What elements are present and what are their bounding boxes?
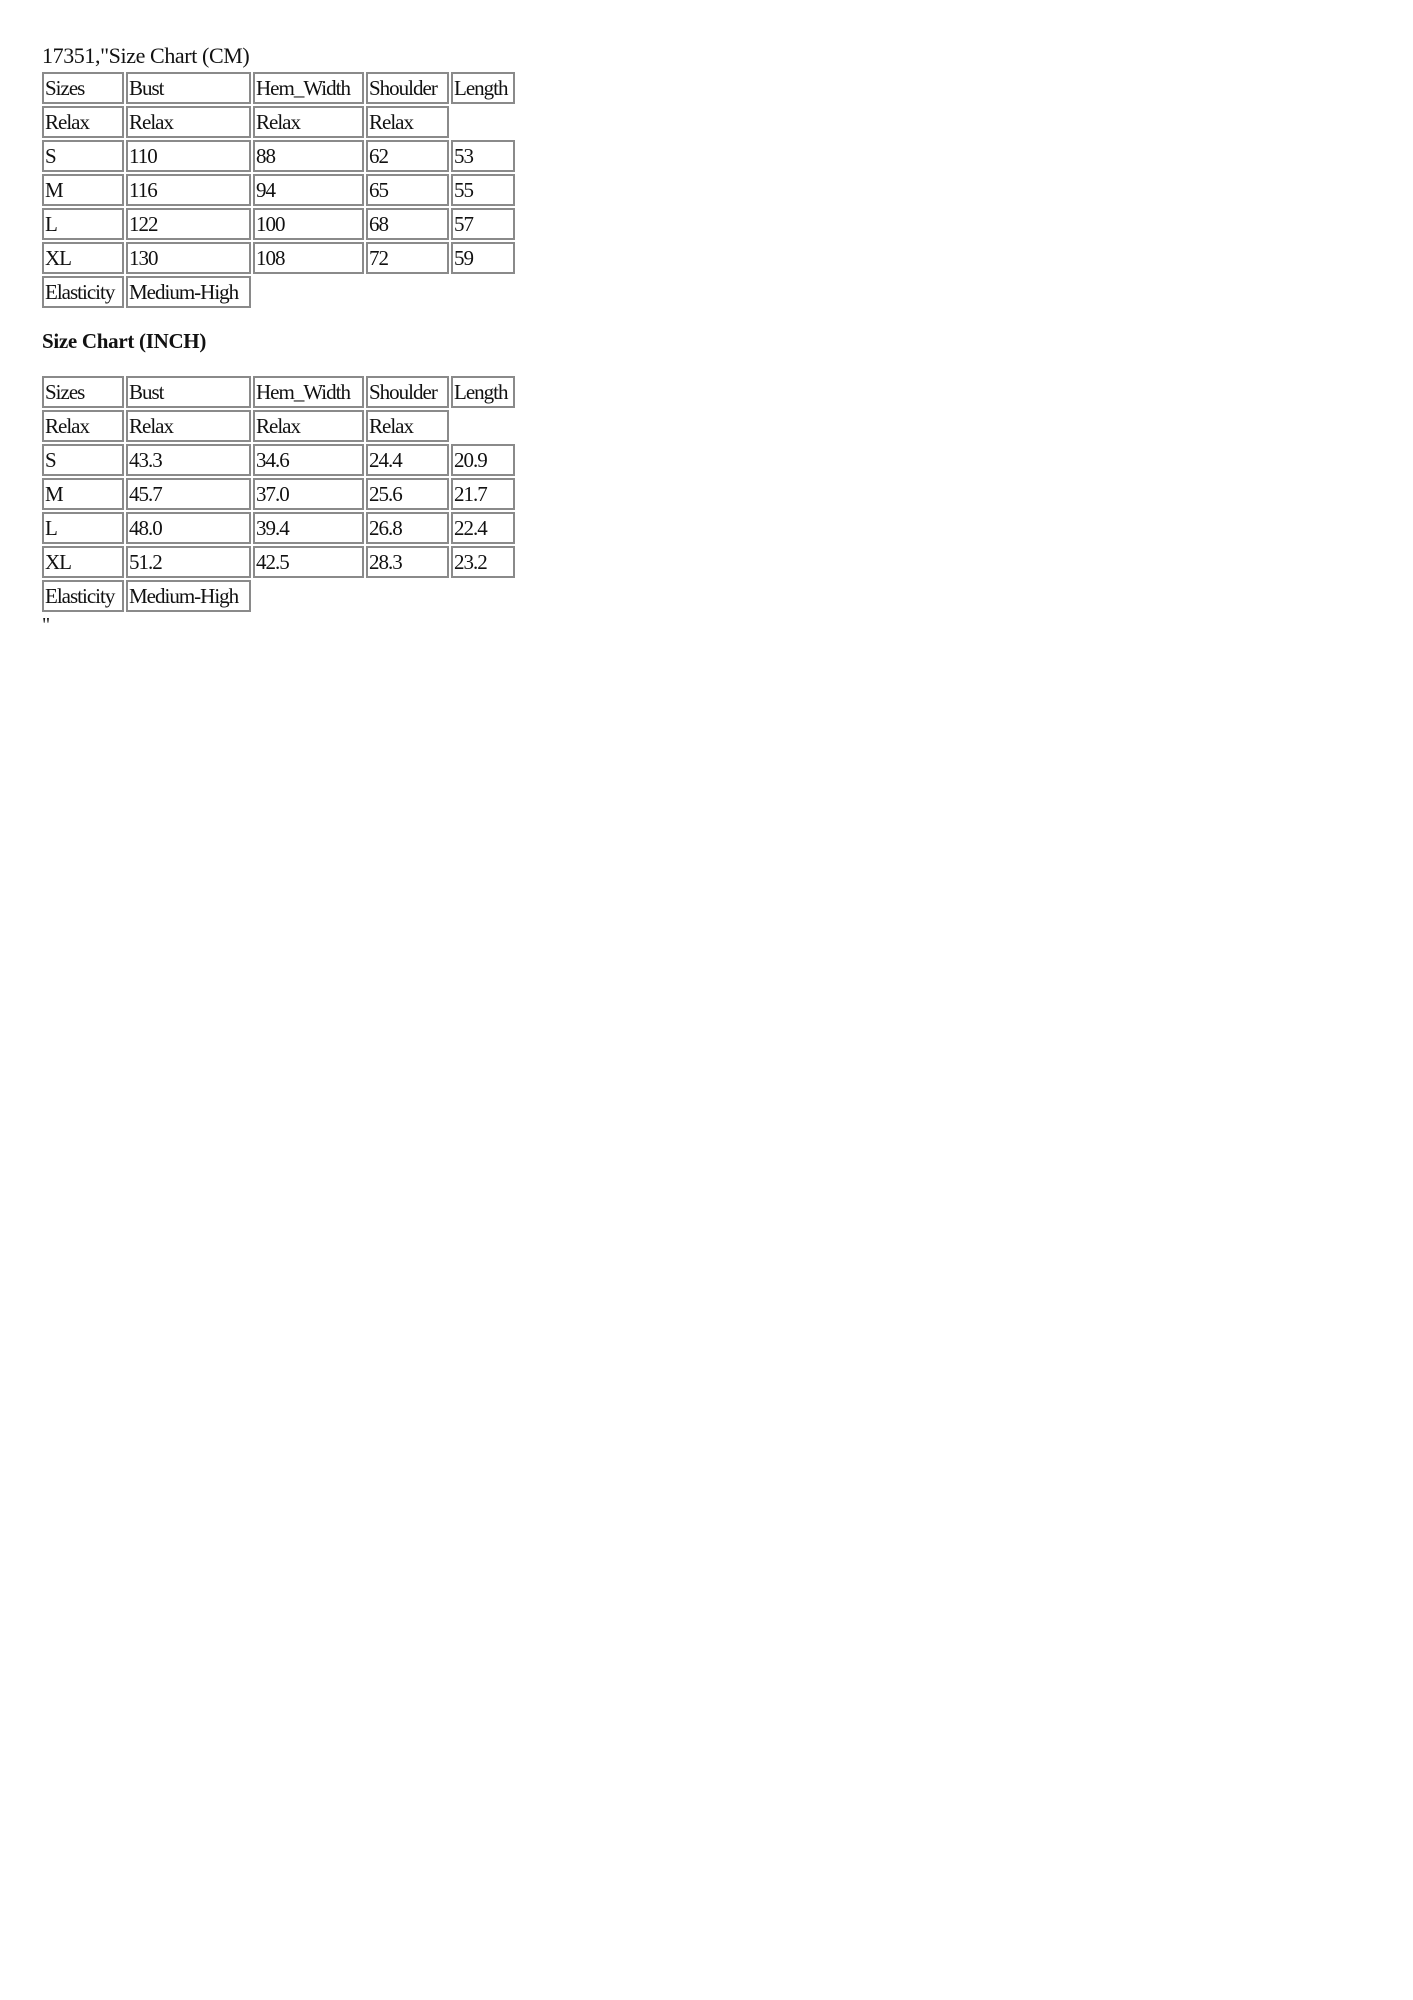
cm-size-table [40,70,517,310]
relax-cell: Relax [126,106,251,138]
size-cell: XL [42,546,124,578]
hem-width-cell: 34.6 [253,444,364,476]
header-cell: Hem_Width [253,376,364,408]
header-cell: Bust [126,72,251,104]
hem-width-cell: 100 [253,208,364,240]
relax-row [42,106,515,138]
shoulder-cell: 25.6 [366,478,449,510]
table-row [42,140,515,172]
hem-width-cell: 42.5 [253,546,364,578]
shoulder-cell: 24.4 [366,444,449,476]
header-cell: Bust [126,376,251,408]
hem-width-cell: 39.4 [253,512,364,544]
table-header-row [42,72,515,104]
table-row [42,512,515,544]
empty-cell [366,276,449,308]
empty-cell [451,276,515,308]
length-cell: 22.4 [451,512,515,544]
bust-cell: 43.3 [126,444,251,476]
length-cell: 55 [451,174,515,206]
elasticity-label: Elasticity [42,580,124,612]
header-cell: Shoulder [366,72,449,104]
length-cell: 20.9 [451,444,515,476]
relax-cell: Relax [366,106,449,138]
relax-cell: Relax [42,106,124,138]
elasticity-value: Medium-High [126,276,251,308]
header-cell: Length [451,72,515,104]
size-cell: L [42,512,124,544]
relax-row [42,410,515,442]
cm-chart-heading: 17351,"Size Chart (CM) [42,43,250,68]
empty-cell [253,580,364,612]
empty-cell [253,276,364,308]
header-cell: Sizes [42,376,124,408]
shoulder-cell: 26.8 [366,512,449,544]
header-cell: Hem_Width [253,72,364,104]
shoulder-cell: 72 [366,242,449,274]
bust-cell: 116 [126,174,251,206]
table-row [42,174,515,206]
header-cell: Shoulder [366,376,449,408]
relax-cell: Relax [253,410,364,442]
inch-size-table [40,374,517,614]
shoulder-cell: 68 [366,208,449,240]
elasticity-label: Elasticity [42,276,124,308]
empty-cell [366,580,449,612]
closing-quote: " [42,614,51,636]
bust-cell: 130 [126,242,251,274]
shoulder-cell: 28.3 [366,546,449,578]
header-cell: Sizes [42,72,124,104]
size-cell: XL [42,242,124,274]
size-cell: L [42,208,124,240]
bust-cell: 45.7 [126,478,251,510]
hem-width-cell: 37.0 [253,478,364,510]
size-cell: S [42,140,124,172]
bust-cell: 48.0 [126,512,251,544]
empty-cell [451,106,515,138]
length-cell: 53 [451,140,515,172]
relax-cell: Relax [42,410,124,442]
elasticity-row [42,276,515,308]
bust-cell: 110 [126,140,251,172]
table-row [42,444,515,476]
table-row [42,478,515,510]
shoulder-cell: 65 [366,174,449,206]
relax-cell: Relax [126,410,251,442]
table-row [42,208,515,240]
relax-cell: Relax [366,410,449,442]
hem-width-cell: 94 [253,174,364,206]
bust-cell: 122 [126,208,251,240]
document [42,42,517,634]
hem-width-cell: 88 [253,140,364,172]
elasticity-row [42,580,515,612]
elasticity-value: Medium-High [126,580,251,612]
header-cell: Length [451,376,515,408]
inch-chart-heading: Size Chart (INCH) [42,329,207,353]
length-cell: 57 [451,208,515,240]
empty-cell [451,410,515,442]
table-row [42,242,515,274]
size-cell: S [42,444,124,476]
size-cell: M [42,478,124,510]
hem-width-cell: 108 [253,242,364,274]
relax-cell: Relax [253,106,364,138]
shoulder-cell: 62 [366,140,449,172]
table-header-row [42,376,515,408]
length-cell: 23.2 [451,546,515,578]
empty-cell [451,580,515,612]
table-row [42,546,515,578]
length-cell: 21.7 [451,478,515,510]
bust-cell: 51.2 [126,546,251,578]
length-cell: 59 [451,242,515,274]
size-cell: M [42,174,124,206]
